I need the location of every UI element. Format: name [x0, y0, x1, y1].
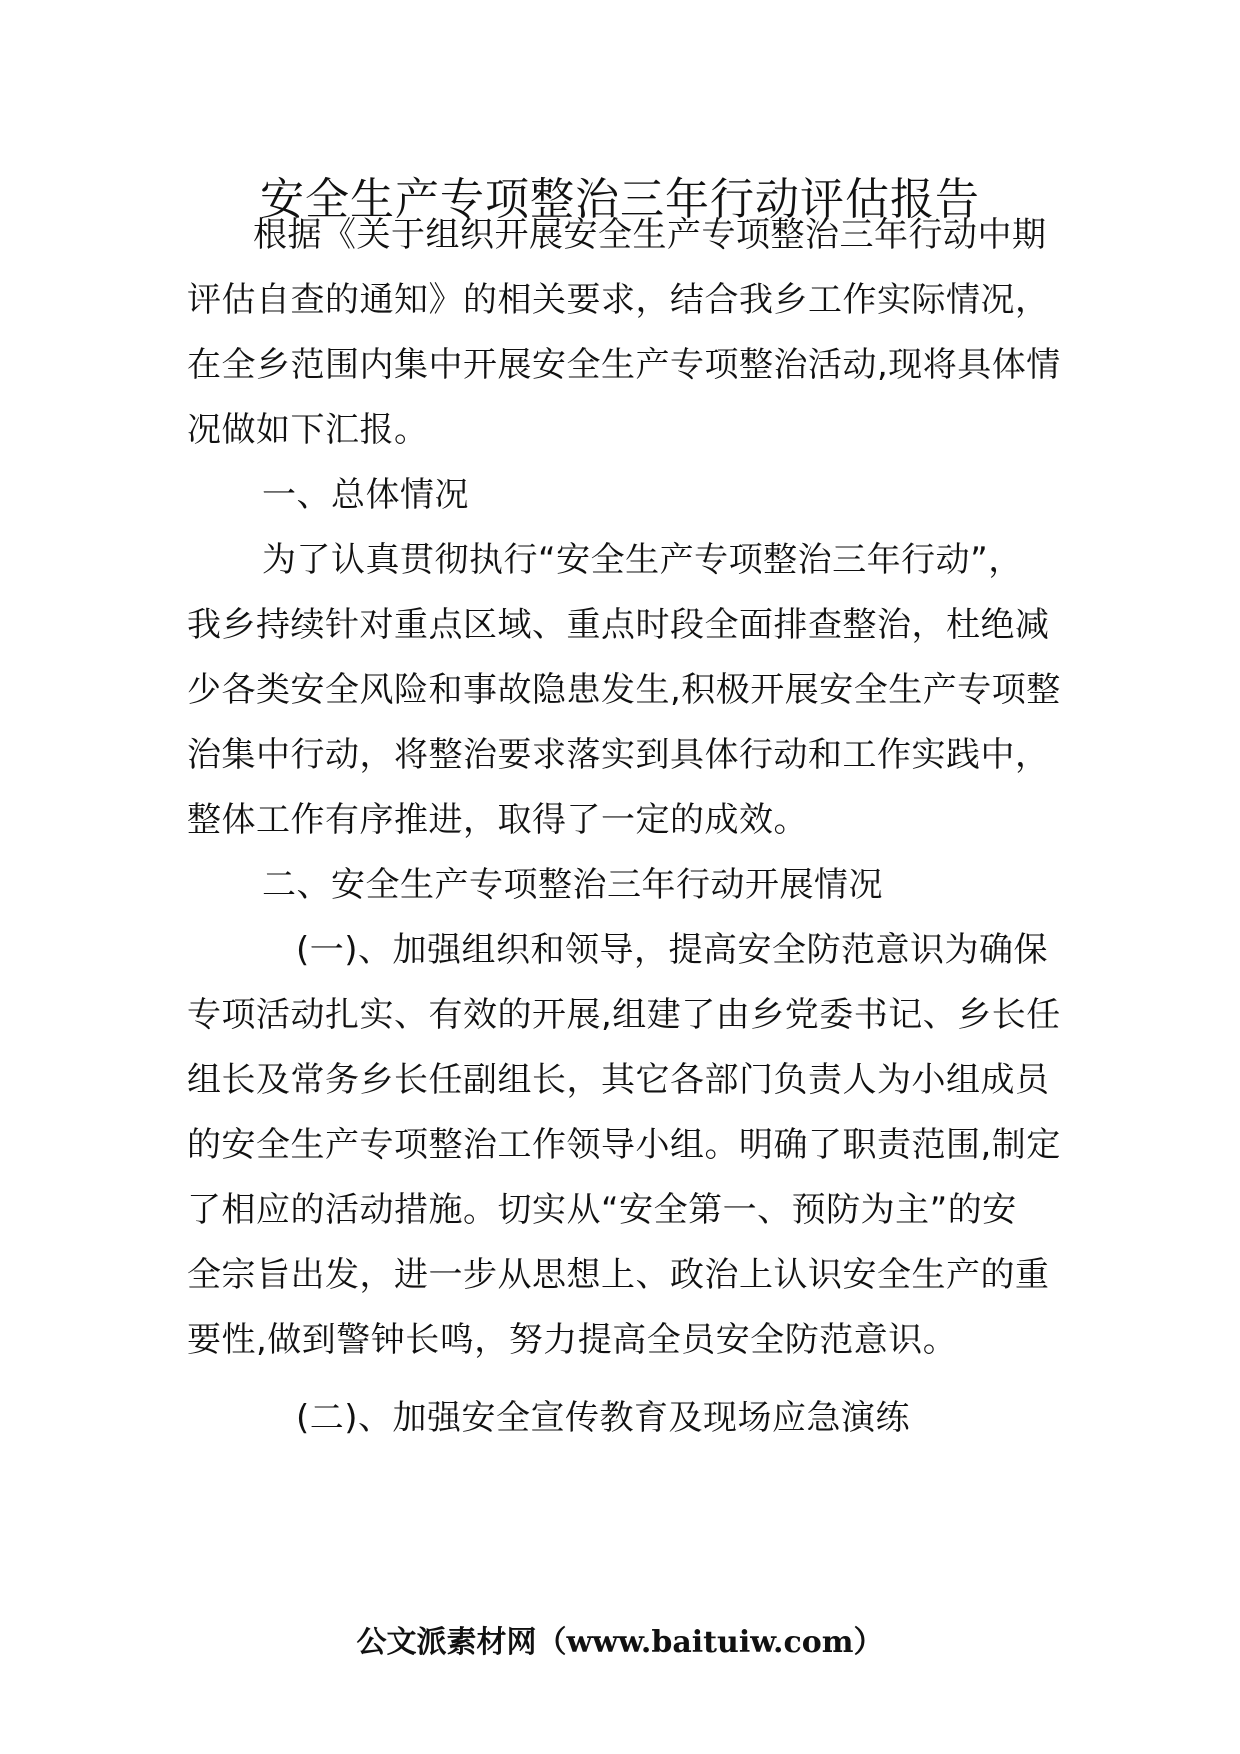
paragraph-line: 治集中行动，将整治要求落实到具体行动和工作实践中，: [187, 735, 1050, 775]
paragraph-line: 组长及常务乡长任副组长，其它各部门负责人为小组成员: [187, 1060, 1050, 1100]
paragraph-line: 况做如下汇报。: [187, 410, 429, 450]
section-heading: 二、安全生产专项整治三年行动开展情况: [262, 865, 883, 905]
paragraph-line: 我乡持续针对重点区域、重点时段全面排查整治，杜绝减: [187, 605, 1050, 645]
paragraph-line: 根据《关于组织开展安全生产专项整治三年行动中期: [253, 215, 1047, 255]
paragraph-line: 的安全生产专项整治工作领导小组。明确了职责范围,制定: [187, 1125, 1061, 1165]
paragraph-line: 全宗旨出发，进一步从思想上、政治上认识安全生产的重: [187, 1255, 1050, 1295]
paragraph-line: 在全乡范围内集中开展安全生产专项整治活动,现将具体情: [187, 345, 1061, 385]
subsection-heading: (二)、加强安全宣传教育及现场应急演练: [296, 1398, 911, 1438]
footer-watermark: 公文派素材网（www.baituiw.com）: [356, 1625, 884, 1660]
section-heading: 一、总体情况: [262, 475, 469, 515]
paragraph-line: 要性,做到警钟长鸣，努力提高全员安全防范意识。: [187, 1320, 958, 1360]
paragraph-line: 评估自查的通知》的相关要求，结合我乡工作实际情况，: [187, 280, 1050, 320]
paragraph-line: 为了认真贯彻执行“安全生产专项整治三年行动”，: [262, 540, 1023, 580]
document-title: 安全生产专项整治三年行动评估报告: [260, 174, 980, 225]
subsection-heading: (一)、加强组织和领导，提高安全防范意识为确保: [296, 930, 1049, 970]
paragraph-line: 少各类安全风险和事故隐患发生,积极开展安全生产专项整: [187, 670, 1061, 710]
paragraph-line: 了相应的活动措施。切实从“安全第一、预防为主”的安: [187, 1190, 1017, 1230]
paragraph-line: 整体工作有序推进，取得了一定的成效。: [187, 800, 808, 840]
paragraph-line: 专项活动扎实、有效的开展,组建了由乡党委书记、乡长任: [187, 995, 1061, 1035]
